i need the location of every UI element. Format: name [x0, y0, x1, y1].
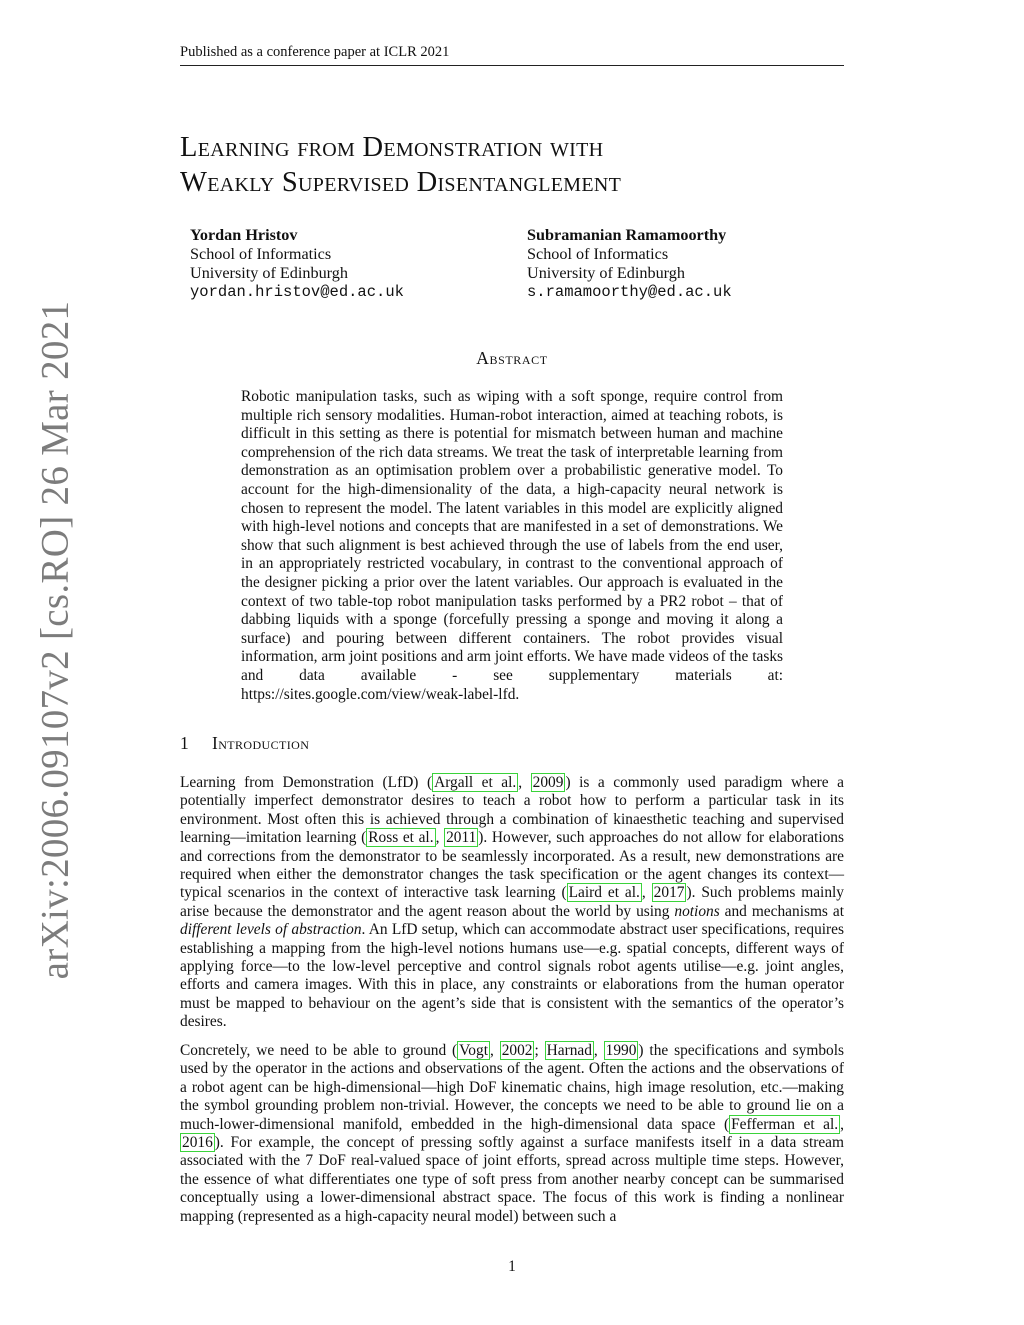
page-number: 1 — [508, 1258, 516, 1275]
abstract-text: Robotic manipulation tasks, such as wiping with a soft sponge, require control from multiple rich sensory modalities. Human-robot interaction, aimed at teaching robots, is difficult in this setting as there is potential for mismatch between human and machine comprehension of the rich data streams. We treat the task of interpretable learning from demonstration as an optimisation problem over a probabilistic generative model. To account for the high-dimensionality of the data, a high-capacity neural network is chosen to represent the model. The latent variables in this model are explicitly aligned with high-level notions and concepts that are manifested in a set of demonstrations. We show that such alignment is best achieved through the use of labels from the end user, in an appropriately restricted vocabulary, in contrast to the conventional approach of the designer picking a prior over the latent variables. Our approach is evaluated in the context of two table-top robot manipulation tasks performed by a PR2 robot – that of dabbing liquids with a sponge (forcefully pressing a sponge and moving it along a surface) and pouring between different containers. The robot provides visual information, arm joint positions and arm joint efforts. We have made videos of the tasks and data available - see supplementary materials at: https://sites.google.com/view/weak-label-lfd. — [241, 388, 783, 703]
text-run: , — [641, 884, 652, 902]
citation-link[interactable]: 2017 — [653, 884, 685, 902]
section-title: Introduction — [212, 733, 310, 753]
citation-link[interactable]: Fefferman et al. — [731, 1115, 839, 1133]
author-department: School of Informatics — [190, 245, 332, 263]
text-run: ) is a commonly used paradigm where a potentially imperfect demonstrator desires to teach a robot how to perform a particular task in its environment. Most often this is achieved through a combination of kinaesthetic teaching and supervised learning—imitation learning ( — [180, 774, 844, 847]
arxiv-identifier-stamp: arXiv:2006.09107v2 [cs.RO] 26 Mar 2021 — [33, 300, 77, 980]
intro-paragraph-1 — [180, 774, 844, 1032]
paper-title-line-1: Learning from Demonstration with — [180, 132, 604, 163]
running-header: Published as a conference paper at ICLR 2021 — [180, 44, 844, 66]
text-run: , — [489, 1042, 500, 1059]
author-university: University of Edinburgh — [527, 264, 685, 282]
author-name: Subramanian Ramamoorthy — [527, 226, 727, 244]
abstract-heading: Abstract — [476, 348, 548, 368]
citation-link[interactable]: 2011 — [446, 829, 477, 847]
author-email[interactable]: s.ramamoorthy@ed.ac.uk — [527, 283, 732, 301]
paper-title — [180, 130, 844, 200]
citation-link[interactable]: Harnad — [546, 1042, 592, 1059]
text-run: and mechanisms at — [719, 902, 844, 920]
author-email[interactable]: yordan.hristov@ed.ac.uk — [190, 283, 404, 301]
section-number: 1 — [180, 733, 190, 753]
text-run: , — [840, 1115, 844, 1133]
author-name: Yordan Hristov — [190, 226, 298, 244]
citation-link[interactable]: 2002 — [501, 1042, 533, 1059]
text-run: Learning from Demonstration (LfD) ( — [180, 774, 433, 791]
citation-link[interactable]: Vogt — [459, 1042, 488, 1059]
section-heading-introduction — [180, 733, 309, 754]
text-run: ). Such problems mainly arise because the demonstrator and the agent reason about the world by using — [180, 884, 844, 920]
citation-link[interactable]: Laird et al. — [568, 884, 640, 902]
text-run: . An LfD setup, which can accommodate abstract user specifications, requires establishing a mapping from the high-level notions humans use—e.g. spatial concepts, different ways of applying force—to the low-level perceptive and control signals robot agents utilise—e.g. joint angles, efforts and camera images. With this in place, any constraints or elaborations from the human operator must be mapped to behaviour on the agent’s side that is consistent with the semantics of the operator’s desires. — [180, 921, 844, 1031]
author-department: School of Informatics — [527, 245, 669, 263]
text-run: , — [435, 829, 445, 847]
text-run: , — [518, 774, 531, 791]
text-run: Concretely, we need to be able to ground ( — [180, 1042, 458, 1059]
text-run: ). However, such approaches do not allow for elaborations and corrections from the demonstrator to be seamlessly incorporated. As a result, new demonstrations are required when either the demonstrator changes the task specification or the agent changes its context—typical scenarios in the context of interactive task learning ( — [180, 829, 844, 902]
citation-link[interactable]: Argall et al. — [434, 774, 517, 791]
text-run: ) the specifications and symbols used by the operator in the actions and observations of the agent. Often the actions and the observations of a robot agent can be high-dimensional—high DoF kinematic chains, high image resolution, etc.—making the symbol grounding problem non-trivial. However, the concepts we need to be able to ground lie on a much-lower-dimensional manifold, embedded in the high-dimensional data space ( — [180, 1042, 844, 1133]
intro-paragraph-2 — [180, 1042, 844, 1226]
text-run: , — [593, 1042, 604, 1059]
citation-link[interactable]: 1990 — [605, 1042, 637, 1059]
text-run: ; — [534, 1042, 545, 1059]
citation-link[interactable]: 2016 — [182, 1134, 213, 1152]
citation-link[interactable]: Ross et al. — [368, 829, 434, 847]
author-block-2 — [527, 226, 732, 302]
author-block-1 — [190, 226, 404, 302]
emphasis: different levels of abstraction — [180, 921, 362, 939]
citation-link[interactable]: 2009 — [532, 774, 564, 791]
emphasis: notions — [674, 902, 720, 920]
text-run: ). For example, the concept of pressing softly against a surface manifests itself in a data stream associated with the 7 DoF real-valued space of joint efforts, spread across multiple time steps. However, the essence of what differentiates one type of soft press from another nearby concept can be summarised conceptually using a lower-dimensional abstract space. The focus of this work is finding a nonlinear mapping (represented as a high-capacity neural model) between such a — [180, 1134, 844, 1225]
paper-title-line-2: Weakly Supervised Disentanglement — [180, 167, 622, 198]
author-university: University of Edinburgh — [190, 264, 348, 282]
